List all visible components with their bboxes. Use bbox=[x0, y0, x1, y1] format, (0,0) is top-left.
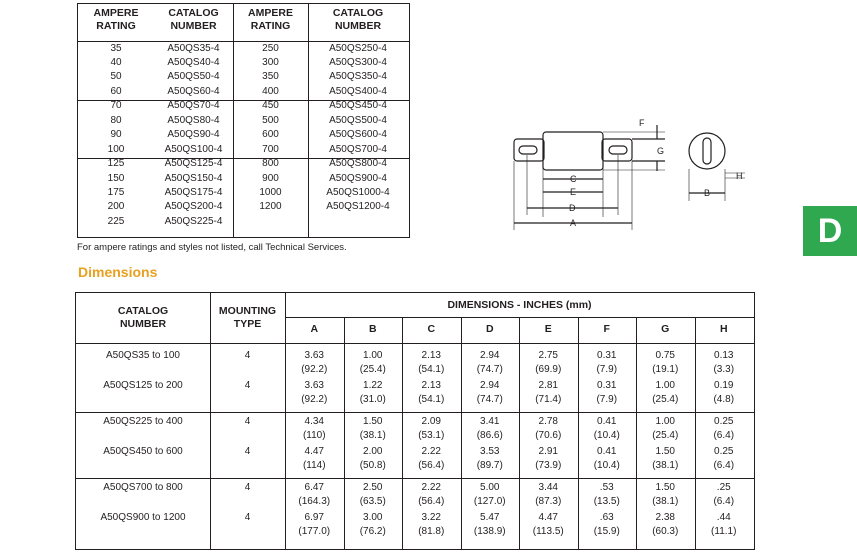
label-c: C bbox=[570, 174, 577, 184]
inch-value: 1.22 bbox=[363, 380, 383, 391]
label-h: H bbox=[736, 171, 743, 181]
catalog-number-cell: A50QS70-4 bbox=[167, 100, 220, 112]
mm-value: (89.7) bbox=[476, 460, 503, 471]
column-divider bbox=[695, 317, 696, 549]
dimension-cell bbox=[402, 445, 461, 473]
inch-value: 4.47 bbox=[538, 512, 558, 523]
dimension-cell bbox=[578, 511, 637, 539]
mm-value: (6.4) bbox=[713, 496, 735, 507]
inch-value: 0.31 bbox=[597, 380, 617, 391]
inch-value: 6.97 bbox=[304, 512, 324, 523]
inch-value: 2.50 bbox=[363, 482, 383, 493]
ampere-rating-cell: 900 bbox=[262, 172, 279, 184]
column-divider bbox=[344, 317, 345, 549]
mm-value: (25.4) bbox=[652, 430, 679, 441]
ampere-rating-cell: 350 bbox=[262, 71, 279, 83]
row-group-divider bbox=[76, 412, 754, 413]
dimension-cell bbox=[636, 511, 695, 539]
inch-value: .25 bbox=[716, 482, 731, 493]
ratings-row bbox=[78, 42, 409, 56]
dimension-cell bbox=[461, 379, 520, 407]
dimension-cell bbox=[695, 379, 754, 407]
catalog-number-cell: A50QS350-4 bbox=[329, 71, 387, 83]
ratings-row bbox=[78, 128, 409, 142]
ratings-row bbox=[78, 56, 409, 70]
section-tab-d[interactable]: D bbox=[803, 206, 857, 256]
dimension-cell bbox=[695, 415, 754, 443]
fuse-body bbox=[543, 132, 603, 170]
ampere-rating-cell: 80 bbox=[110, 114, 122, 126]
catalog-number-cell: A50QS450-4 bbox=[329, 100, 387, 112]
ratings-row bbox=[78, 157, 409, 171]
header-line: AMPERE bbox=[93, 7, 139, 19]
mm-value: (81.8) bbox=[418, 526, 445, 537]
dimension-cell bbox=[344, 445, 403, 473]
catalog-number-cell: A50QS200-4 bbox=[164, 201, 223, 213]
dimension-cell bbox=[344, 481, 403, 509]
inch-value: .53 bbox=[599, 482, 614, 493]
catalog-range-cell: A50QS700 to 800 bbox=[103, 482, 183, 493]
catalog-number-cell: A50QS600-4 bbox=[329, 129, 387, 141]
dimension-cell bbox=[519, 415, 578, 443]
ampere-rating-cell: 150 bbox=[107, 172, 125, 184]
inch-value: 2.22 bbox=[421, 446, 441, 457]
mm-value: (7.9) bbox=[596, 394, 618, 405]
mm-value: (60.3) bbox=[652, 526, 679, 537]
mm-value: (53.1) bbox=[418, 430, 445, 441]
mounting-type-cell: 4 bbox=[244, 380, 251, 391]
catalog-number-cell: A50QS50-4 bbox=[167, 71, 220, 83]
mm-value: (63.5) bbox=[359, 496, 386, 507]
dimension-cell bbox=[285, 415, 344, 443]
dimension-column-c: C bbox=[427, 323, 436, 335]
inch-value: 5.47 bbox=[480, 512, 500, 523]
mm-value: (54.1) bbox=[418, 394, 445, 405]
label-f: F bbox=[639, 118, 645, 128]
ratings-row bbox=[78, 215, 409, 229]
ratings-row bbox=[78, 70, 409, 84]
ampere-rating-cell: 125 bbox=[107, 158, 125, 170]
left-slot bbox=[519, 146, 537, 154]
catalog-range-cell: A50QS450 to 600 bbox=[103, 446, 183, 457]
ampere-rating-cell: 700 bbox=[262, 143, 279, 155]
mounting-type-cell: 4 bbox=[244, 446, 251, 457]
inch-value: 2.22 bbox=[421, 482, 441, 493]
header-line: CATALOG bbox=[332, 7, 384, 19]
catalog-number-cell: A50QS250-4 bbox=[329, 42, 387, 54]
ampere-rating-cell: 1200 bbox=[259, 201, 282, 213]
inch-value: 3.44 bbox=[538, 482, 558, 493]
inch-value: 0.13 bbox=[714, 350, 734, 361]
inch-value: 1.50 bbox=[655, 446, 675, 457]
inch-value: 1.00 bbox=[363, 350, 383, 361]
ampere-rating-cell: 300 bbox=[262, 56, 279, 68]
label-a: A bbox=[570, 218, 577, 228]
column-divider bbox=[461, 317, 462, 549]
inch-value: 3.41 bbox=[480, 416, 500, 427]
ratings-table bbox=[77, 3, 410, 238]
catalog-number-cell: A50QS100-4 bbox=[164, 143, 223, 155]
dimension-cell bbox=[636, 415, 695, 443]
catalog-range-cell: A50QS225 to 400 bbox=[103, 416, 183, 427]
inch-value: 3.22 bbox=[421, 512, 441, 523]
mm-value: (56.4) bbox=[418, 496, 445, 507]
dimension-cell bbox=[285, 379, 344, 407]
inch-value: 1.00 bbox=[655, 380, 675, 391]
inch-value: 3.53 bbox=[480, 446, 500, 457]
dimension-cell bbox=[578, 481, 637, 509]
header-line: RATING bbox=[96, 20, 136, 32]
inch-value: 3.63 bbox=[304, 350, 324, 361]
inch-value: 0.25 bbox=[714, 416, 734, 427]
dimension-cell bbox=[285, 445, 344, 473]
catalog-range-cell: A50QS35 to 100 bbox=[106, 350, 180, 361]
mm-value: (50.8) bbox=[359, 460, 386, 471]
dimensions-table bbox=[75, 292, 755, 550]
mm-value: (10.4) bbox=[593, 430, 620, 441]
mm-value: (110) bbox=[302, 430, 326, 441]
header-line: NUMBER bbox=[119, 318, 167, 330]
header-ampere-rating-1 bbox=[78, 7, 154, 33]
catalog-number-cell: A50QS80-4 bbox=[167, 114, 220, 126]
inch-value: 6.47 bbox=[304, 482, 324, 493]
inch-value: 4.47 bbox=[304, 446, 324, 457]
inch-value: .63 bbox=[599, 512, 614, 523]
mm-value: (114) bbox=[302, 460, 326, 471]
inch-value: 0.75 bbox=[655, 350, 675, 361]
catalog-number-cell: A50QS1200-4 bbox=[326, 201, 390, 213]
mounting-type-cell: 4 bbox=[244, 416, 251, 427]
catalog-number-cell: A50QS1000-4 bbox=[326, 187, 390, 198]
ampere-rating-cell: 175 bbox=[107, 187, 125, 198]
mm-value: (164.3) bbox=[298, 496, 331, 507]
dimension-cell bbox=[695, 445, 754, 473]
dimension-cell bbox=[402, 415, 461, 443]
ampere-rating-cell: 50 bbox=[110, 71, 122, 83]
dimension-cell bbox=[402, 481, 461, 509]
catalog-number-cell: A50QS175-4 bbox=[164, 187, 223, 198]
mm-value: (11.1) bbox=[711, 526, 737, 537]
dimension-cell bbox=[578, 445, 637, 473]
mm-value: (4.8) bbox=[713, 394, 735, 405]
header-line: MOUNTING bbox=[218, 305, 277, 317]
inch-value: 3.63 bbox=[304, 380, 324, 391]
catalog-number-cell: A50QS150-4 bbox=[164, 172, 223, 184]
header-divider bbox=[76, 343, 754, 344]
mm-value: (38.1) bbox=[652, 460, 679, 471]
dimension-cell bbox=[636, 379, 695, 407]
catalog-number-cell: A50QS800-4 bbox=[329, 158, 387, 170]
mm-value: (3.3) bbox=[713, 364, 735, 375]
dimension-cell bbox=[519, 349, 578, 377]
ampere-rating-cell: 225 bbox=[107, 215, 125, 227]
ratings-row bbox=[78, 114, 409, 128]
column-divider bbox=[402, 317, 403, 549]
catalog-number-cell: A50QS700-4 bbox=[329, 143, 387, 155]
dimension-cell bbox=[519, 511, 578, 539]
header-catalog-number bbox=[76, 305, 210, 331]
column-divider bbox=[578, 317, 579, 549]
mm-value: (38.1) bbox=[359, 430, 386, 441]
inch-value: 5.00 bbox=[480, 482, 500, 493]
mm-value: (92.2) bbox=[301, 394, 328, 405]
dimension-cell bbox=[695, 349, 754, 377]
mm-value: (74.7) bbox=[476, 364, 503, 375]
ampere-rating-cell: 800 bbox=[262, 158, 279, 170]
dimension-cell bbox=[285, 511, 344, 539]
mm-value: (92.2) bbox=[301, 364, 328, 375]
header-dimensions: DIMENSIONS - INCHES (mm) bbox=[447, 299, 592, 311]
dimension-cell bbox=[402, 511, 461, 539]
catalog-number-cell: A50QS900-4 bbox=[329, 172, 387, 184]
ampere-rating-cell: 100 bbox=[107, 143, 125, 155]
right-slot bbox=[609, 146, 627, 154]
inch-value: 2.91 bbox=[538, 446, 558, 457]
dimension-cell bbox=[344, 349, 403, 377]
catalog-number-cell: A50QS500-4 bbox=[329, 114, 387, 126]
dimension-cell bbox=[578, 415, 637, 443]
dimension-cell bbox=[519, 445, 578, 473]
ampere-rating-cell: 600 bbox=[262, 129, 279, 141]
dimension-cell bbox=[695, 511, 754, 539]
dimension-column-e: E bbox=[544, 323, 552, 335]
inch-value: 2.13 bbox=[421, 380, 441, 391]
ratings-row bbox=[78, 85, 409, 99]
dimension-cell bbox=[344, 511, 403, 539]
catalog-number-cell: A50QS35-4 bbox=[167, 42, 220, 54]
dimension-cell bbox=[461, 415, 520, 443]
ampere-rating-cell: 60 bbox=[110, 85, 122, 97]
mm-value: (113.5) bbox=[532, 526, 564, 537]
ratings-row bbox=[78, 99, 409, 113]
header-catalog-number-1 bbox=[154, 7, 233, 33]
dimension-column-f: F bbox=[603, 323, 610, 335]
inch-value: 0.25 bbox=[714, 446, 734, 457]
dimension-column-b: B bbox=[368, 323, 377, 335]
header-mounting-type bbox=[210, 305, 285, 331]
catalog-number-cell: A50QS40-4 bbox=[167, 56, 220, 68]
inch-value: 4.34 bbox=[304, 416, 324, 427]
dimension-column-h: H bbox=[719, 323, 728, 335]
mounting-type-cell: 4 bbox=[244, 512, 251, 523]
mm-value: (54.1) bbox=[418, 364, 445, 375]
inch-value: 0.31 bbox=[597, 350, 617, 361]
dimension-cell bbox=[402, 349, 461, 377]
label-d: D bbox=[569, 203, 576, 213]
ampere-rating-cell: 500 bbox=[262, 114, 279, 126]
inch-value: 0.19 bbox=[714, 380, 734, 391]
mm-value: (86.6) bbox=[476, 430, 503, 441]
mm-value: (31.0) bbox=[359, 394, 386, 405]
catalog-range-cell: A50QS125 to 200 bbox=[103, 380, 183, 391]
catalog-number-cell: A50QS125-4 bbox=[164, 158, 223, 170]
mm-value: (74.7) bbox=[476, 394, 503, 405]
ampere-rating-cell: 90 bbox=[110, 129, 122, 141]
mm-value: (73.9) bbox=[535, 460, 562, 471]
mounting-type-cell: 4 bbox=[244, 350, 251, 361]
column-divider bbox=[636, 317, 637, 549]
ratings-row bbox=[78, 172, 409, 186]
mm-value: (19.1) bbox=[652, 364, 679, 375]
ratings-row bbox=[78, 186, 409, 200]
ratings-table-header bbox=[78, 4, 409, 42]
mm-value: (70.6) bbox=[535, 430, 562, 441]
dimension-column-d: D bbox=[485, 323, 494, 335]
mm-value: (38.1) bbox=[652, 496, 679, 507]
inch-value: 2.09 bbox=[421, 416, 441, 427]
header-line: NUMBER bbox=[334, 20, 382, 32]
catalog-number-cell: A50QS60-4 bbox=[167, 85, 220, 97]
dimension-cell bbox=[402, 379, 461, 407]
dimension-cell bbox=[519, 481, 578, 509]
inch-value: .44 bbox=[716, 512, 731, 523]
mm-value: (127.0) bbox=[473, 496, 506, 507]
mm-value: (69.9) bbox=[535, 364, 562, 375]
dimension-cell bbox=[461, 349, 520, 377]
mm-value: (25.4) bbox=[359, 364, 386, 375]
ampere-rating-cell: 70 bbox=[110, 100, 122, 112]
header-line: TYPE bbox=[233, 318, 262, 330]
column-divider bbox=[519, 317, 520, 549]
catalog-number-cell: A50QS300-4 bbox=[329, 56, 387, 68]
inch-value: 0.41 bbox=[597, 416, 617, 427]
inch-value: 2.75 bbox=[538, 350, 558, 361]
mm-value: (13.5) bbox=[593, 496, 620, 507]
header-catalog-number-2 bbox=[308, 7, 408, 33]
dimension-cell bbox=[285, 481, 344, 509]
dimension-cell bbox=[344, 415, 403, 443]
dimension-cell bbox=[636, 445, 695, 473]
ampere-rating-cell: 250 bbox=[262, 42, 279, 54]
inch-value: 2.38 bbox=[655, 512, 675, 523]
inch-value: 1.00 bbox=[655, 416, 675, 427]
dimension-cell bbox=[461, 511, 520, 539]
dimension-cell bbox=[285, 349, 344, 377]
mm-value: (25.4) bbox=[652, 394, 679, 405]
dimension-cell bbox=[636, 481, 695, 509]
row-group-divider bbox=[76, 478, 754, 479]
fuse-dimension-diagram bbox=[505, 105, 755, 235]
header-line: CATALOG bbox=[168, 7, 219, 19]
section-title: Dimensions bbox=[78, 264, 158, 280]
header-line: AMPERE bbox=[248, 7, 293, 19]
inch-value: 1.50 bbox=[655, 482, 675, 493]
label-b: B bbox=[704, 188, 711, 198]
ratings-row bbox=[78, 143, 409, 157]
mm-value: (138.9) bbox=[473, 526, 506, 537]
label-g: G bbox=[657, 146, 665, 156]
mm-value: (7.9) bbox=[596, 364, 618, 375]
mm-value: (87.3) bbox=[535, 496, 562, 507]
header-line: RATING bbox=[250, 20, 291, 32]
ampere-rating-cell: 40 bbox=[110, 56, 122, 68]
mm-value: (15.9) bbox=[593, 526, 620, 537]
inch-value: 1.50 bbox=[363, 416, 383, 427]
mm-value: (71.4) bbox=[535, 394, 562, 405]
dimension-cell bbox=[461, 445, 520, 473]
catalog-number-cell: A50QS90-4 bbox=[167, 129, 220, 141]
dimension-cell bbox=[519, 379, 578, 407]
dimension-cell bbox=[636, 349, 695, 377]
catalog-range-cell: A50QS900 to 1200 bbox=[100, 512, 186, 523]
dimension-cell bbox=[695, 481, 754, 509]
dimension-cell bbox=[578, 349, 637, 377]
header-ampere-rating-2 bbox=[233, 7, 308, 33]
mm-value: (56.4) bbox=[418, 460, 445, 471]
inch-value: 0.41 bbox=[597, 446, 617, 457]
dimension-column-g: G bbox=[661, 323, 670, 335]
ratings-row bbox=[78, 200, 409, 214]
label-e: E bbox=[570, 187, 577, 197]
inch-value: 2.00 bbox=[363, 446, 383, 457]
header-line: CATALOG bbox=[117, 305, 169, 317]
inch-value: 2.94 bbox=[480, 380, 500, 391]
dimension-cell bbox=[344, 379, 403, 407]
inch-value: 3.00 bbox=[363, 512, 383, 523]
ampere-rating-cell: 200 bbox=[107, 201, 125, 213]
catalog-number-cell: A50QS225-4 bbox=[164, 215, 223, 227]
mm-value: (10.4) bbox=[593, 460, 620, 471]
mm-value: (76.2) bbox=[359, 526, 386, 537]
dimension-cell bbox=[578, 379, 637, 407]
mounting-type-cell: 4 bbox=[244, 482, 251, 493]
inch-value: 2.94 bbox=[480, 350, 500, 361]
dimension-column-a: A bbox=[310, 323, 319, 335]
inch-value: 2.13 bbox=[421, 350, 441, 361]
dimension-cell bbox=[461, 481, 520, 509]
end-view-slot bbox=[703, 138, 711, 164]
note-text: For ampere ratings and styles not listed, call Technical Services. bbox=[77, 242, 347, 253]
mm-value: (6.4) bbox=[713, 430, 735, 441]
ampere-rating-cell: 400 bbox=[262, 85, 279, 97]
mm-value: (6.4) bbox=[713, 460, 735, 471]
catalog-number-cell: A50QS400-4 bbox=[329, 85, 387, 97]
inch-value: 2.78 bbox=[538, 416, 558, 427]
header-line: NUMBER bbox=[170, 20, 217, 32]
ampere-rating-cell: 450 bbox=[262, 100, 279, 112]
inch-value: 2.81 bbox=[538, 380, 558, 391]
ampere-rating-cell: 1000 bbox=[259, 187, 282, 198]
ampere-rating-cell: 35 bbox=[110, 42, 122, 54]
mm-value: (177.0) bbox=[298, 526, 331, 537]
